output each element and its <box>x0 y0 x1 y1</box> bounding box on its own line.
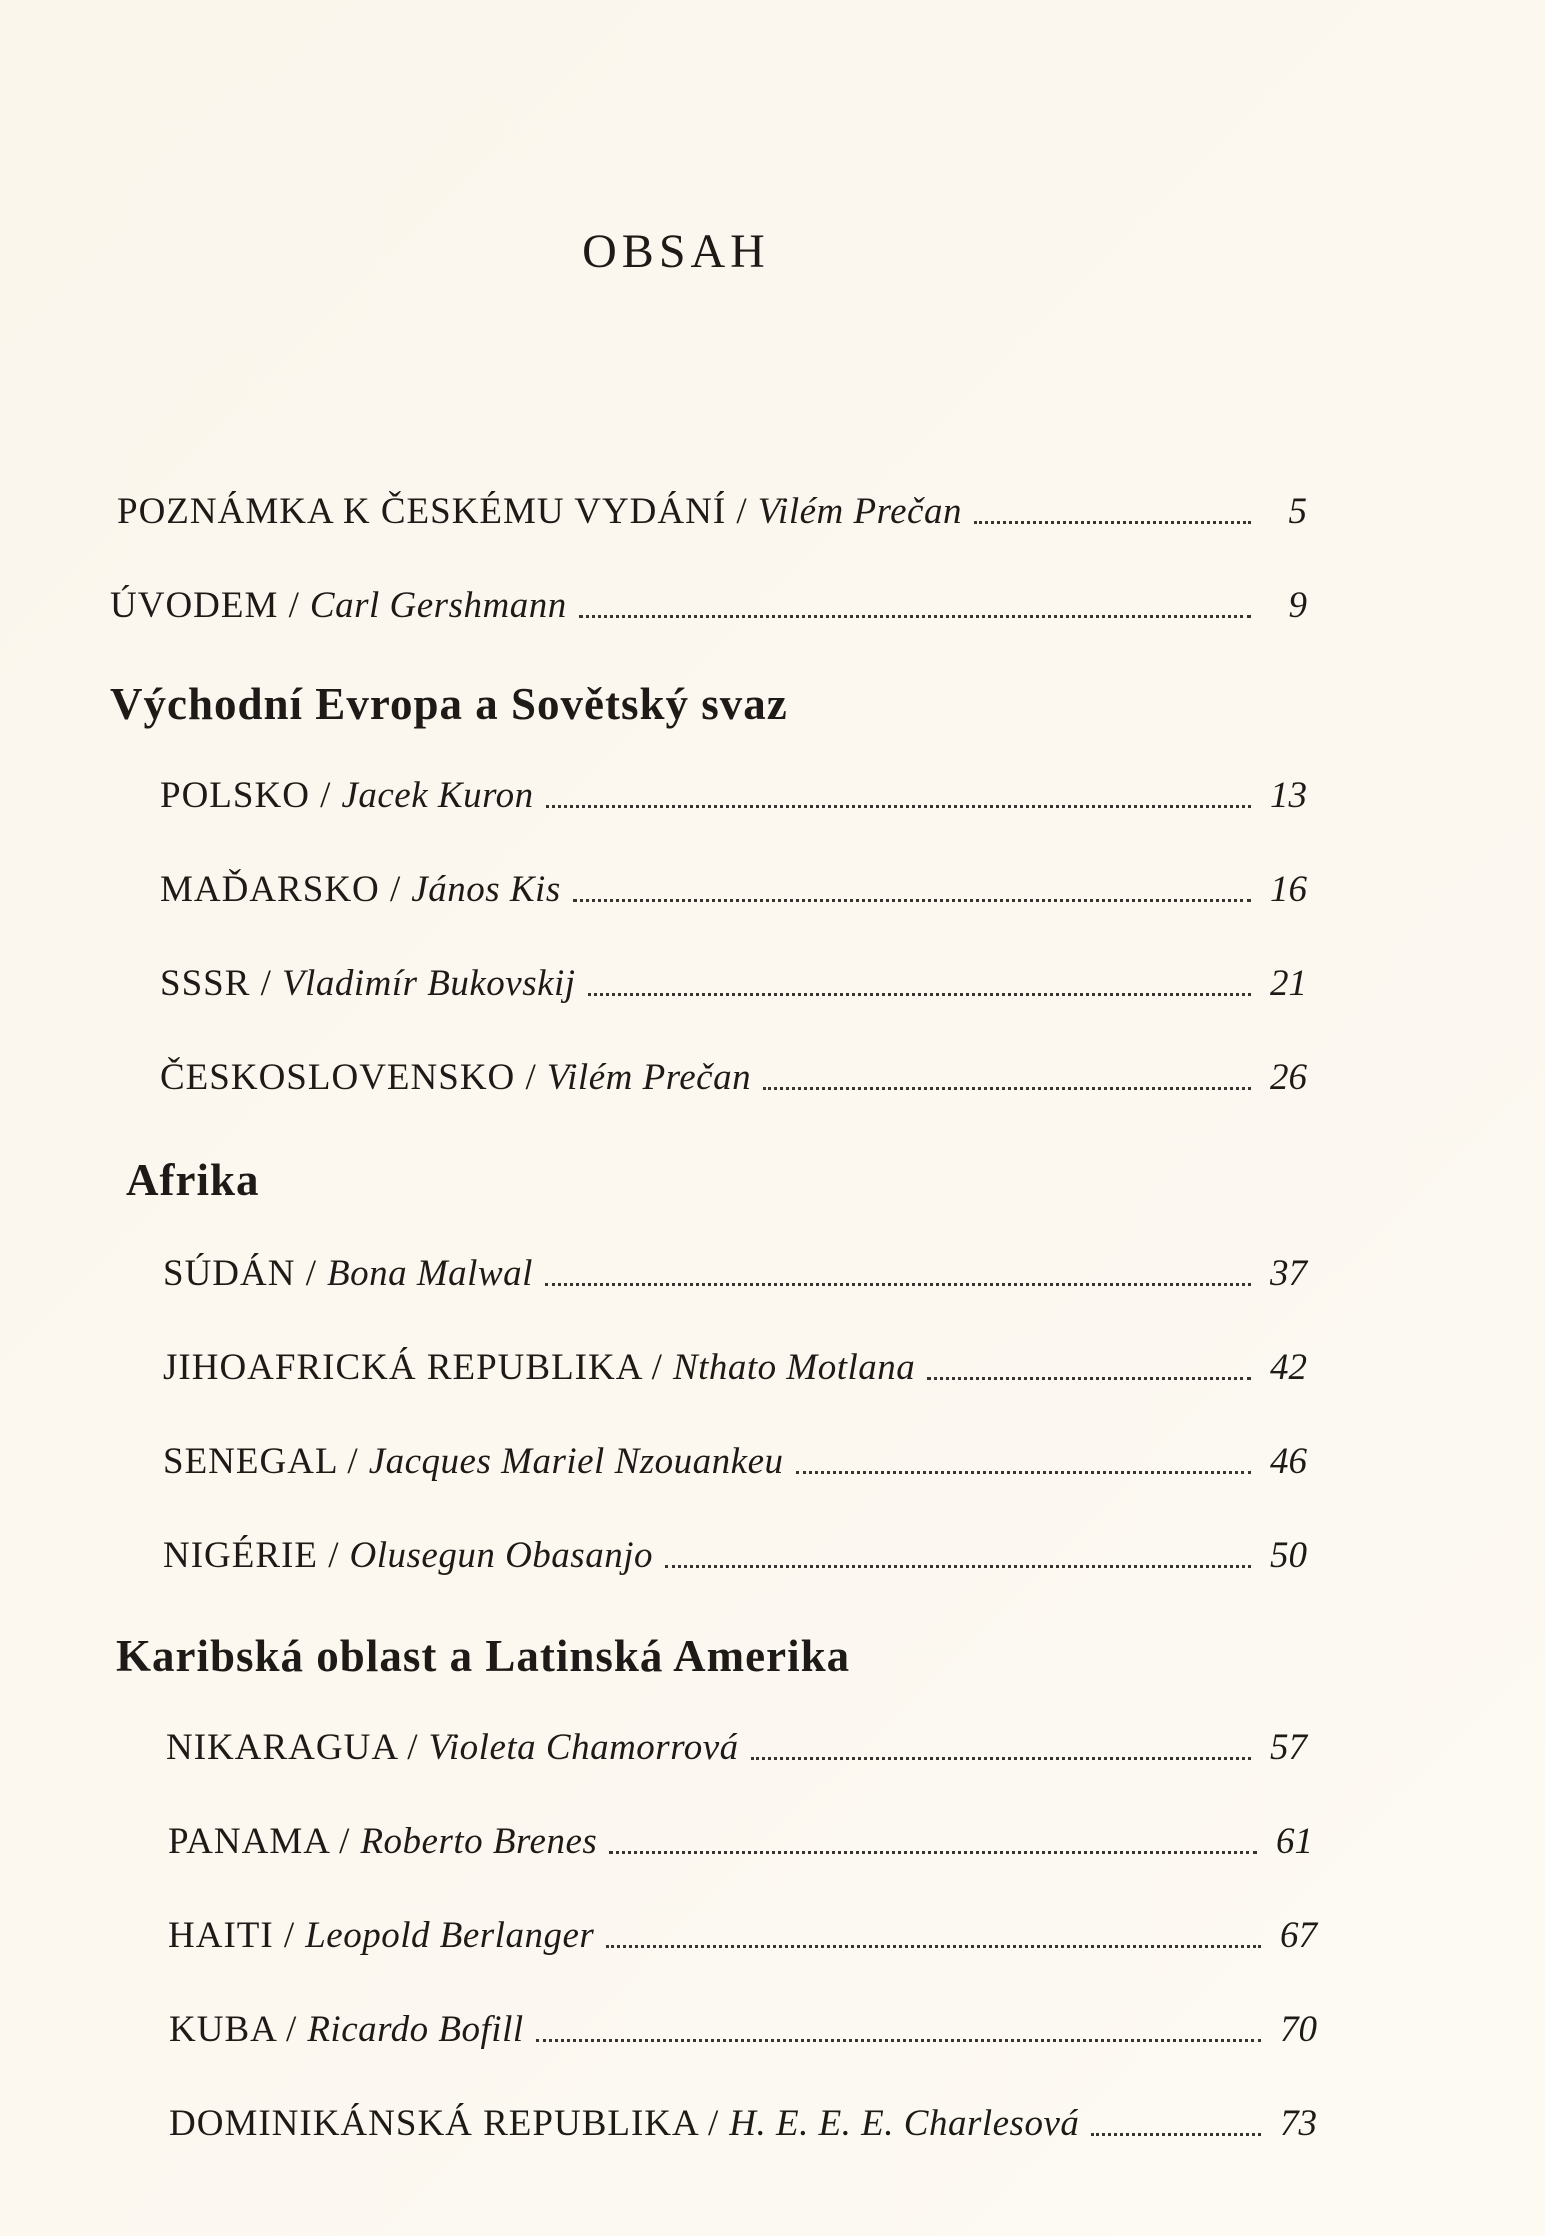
dot-leader <box>665 1555 1251 1568</box>
entry-author: Vilém Prečan <box>757 491 962 532</box>
entry-page: 70 <box>1280 2009 1317 2050</box>
toc-entry[interactable] <box>169 2100 1317 2148</box>
entry-country: ÚVODEM / <box>110 585 300 626</box>
dot-leader <box>545 1273 1251 1286</box>
dot-leader <box>579 605 1251 618</box>
entry-author: Nthato Motlana <box>672 1347 916 1388</box>
entry-country: SÚDÁN / <box>163 1253 317 1294</box>
dot-leader <box>609 1841 1257 1854</box>
entry-author: Olusegun Obasanjo <box>349 1535 653 1576</box>
entry-country: POLSKO / <box>160 775 332 816</box>
toc-entry[interactable] <box>160 772 1307 820</box>
entry-author: Vilém Prečan <box>546 1057 752 1098</box>
page-title: OBSAH <box>582 225 770 278</box>
entry-page: 5 <box>1288 491 1307 532</box>
toc-entry[interactable] <box>168 1818 1313 1866</box>
dot-leader <box>927 1367 1251 1380</box>
dot-leader <box>763 1077 1251 1090</box>
entry-page: 21 <box>1270 963 1307 1004</box>
entry-author: Violeta Chamorrová <box>428 1727 739 1768</box>
toc-entry[interactable] <box>168 1912 1317 1960</box>
entry-country: NIGÉRIE / <box>163 1535 340 1576</box>
section-heading: Afrika <box>126 1155 260 1205</box>
entry-country: PANAMA / <box>168 1821 351 1862</box>
entry-author: Ricardo Bofill <box>307 2009 524 2050</box>
entry-country: HAITI / <box>168 1915 296 1956</box>
toc-entry-front-0[interactable] <box>117 488 1307 536</box>
entry-author: Roberto Brenes <box>360 1821 598 1862</box>
entry-country: JIHOAFRICKÁ REPUBLIKA / <box>163 1347 663 1388</box>
entry-country: POZNÁMKA K ČESKÉMU VYDÁNÍ / <box>117 491 748 532</box>
toc-entry[interactable] <box>163 1438 1307 1486</box>
entry-page: 42 <box>1270 1347 1307 1388</box>
entry-country: SSSR / <box>160 963 272 1004</box>
entry-author: Jacques Mariel Nzouankeu <box>368 1441 784 1482</box>
entry-page: 9 <box>1288 585 1307 626</box>
toc-entry-front-1[interactable] <box>110 582 1307 630</box>
toc-entry[interactable] <box>169 2006 1317 2054</box>
entry-country: SENEGAL / <box>163 1441 359 1482</box>
dot-leader <box>606 1935 1261 1948</box>
dot-leader <box>536 2029 1261 2042</box>
toc-entry[interactable] <box>163 1344 1307 1392</box>
entry-country: KUBA / <box>169 2009 298 2050</box>
entry-country: ČESKOSLOVENSKO / <box>160 1057 537 1098</box>
entry-page: 50 <box>1270 1535 1307 1576</box>
entry-country: MAĎARSKO / <box>160 869 402 910</box>
dot-leader <box>1091 2123 1261 2136</box>
entry-author: Bona Malwal <box>327 1253 533 1294</box>
entry-author: Vladimír Bukovskij <box>281 963 576 1004</box>
entry-page: 67 <box>1280 1915 1317 1956</box>
dot-leader <box>751 1747 1251 1760</box>
entry-page: 57 <box>1270 1727 1307 1768</box>
toc-entry[interactable] <box>160 1054 1307 1102</box>
entry-page: 46 <box>1270 1441 1307 1482</box>
entry-page: 26 <box>1270 1057 1307 1098</box>
entry-author: János Kis <box>411 869 561 910</box>
dot-leader <box>573 889 1251 902</box>
entry-page: 37 <box>1270 1253 1307 1294</box>
entry-author: Leopold Berlanger <box>305 1915 595 1956</box>
dot-leader <box>588 983 1251 996</box>
entry-author: Jacek Kuron <box>341 775 534 816</box>
dot-leader <box>546 795 1251 808</box>
toc-entry[interactable] <box>163 1532 1307 1580</box>
section-heading: Karibská oblast a Latinská Amerika <box>116 1631 851 1681</box>
toc-entry[interactable] <box>160 960 1307 1008</box>
entry-author: H. E. E. E. Charlesová <box>729 2103 1080 2144</box>
toc-entry[interactable] <box>160 866 1307 914</box>
entry-country: DOMINIKÁNSKÁ REPUBLIKA / <box>169 2103 720 2144</box>
entry-page: 16 <box>1270 869 1307 910</box>
entry-page: 73 <box>1280 2103 1317 2144</box>
dot-leader <box>796 1461 1252 1474</box>
entry-author: Carl Gershmann <box>309 585 567 626</box>
entry-page: 61 <box>1276 1821 1313 1862</box>
entry-country: NIKARAGUA / <box>166 1727 419 1768</box>
dot-leader <box>974 511 1251 524</box>
entry-page: 13 <box>1270 775 1307 816</box>
toc-entry[interactable] <box>163 1250 1307 1298</box>
section-heading: Východní Evropa a Sovětský svaz <box>110 679 788 729</box>
toc-entry[interactable] <box>166 1724 1307 1772</box>
